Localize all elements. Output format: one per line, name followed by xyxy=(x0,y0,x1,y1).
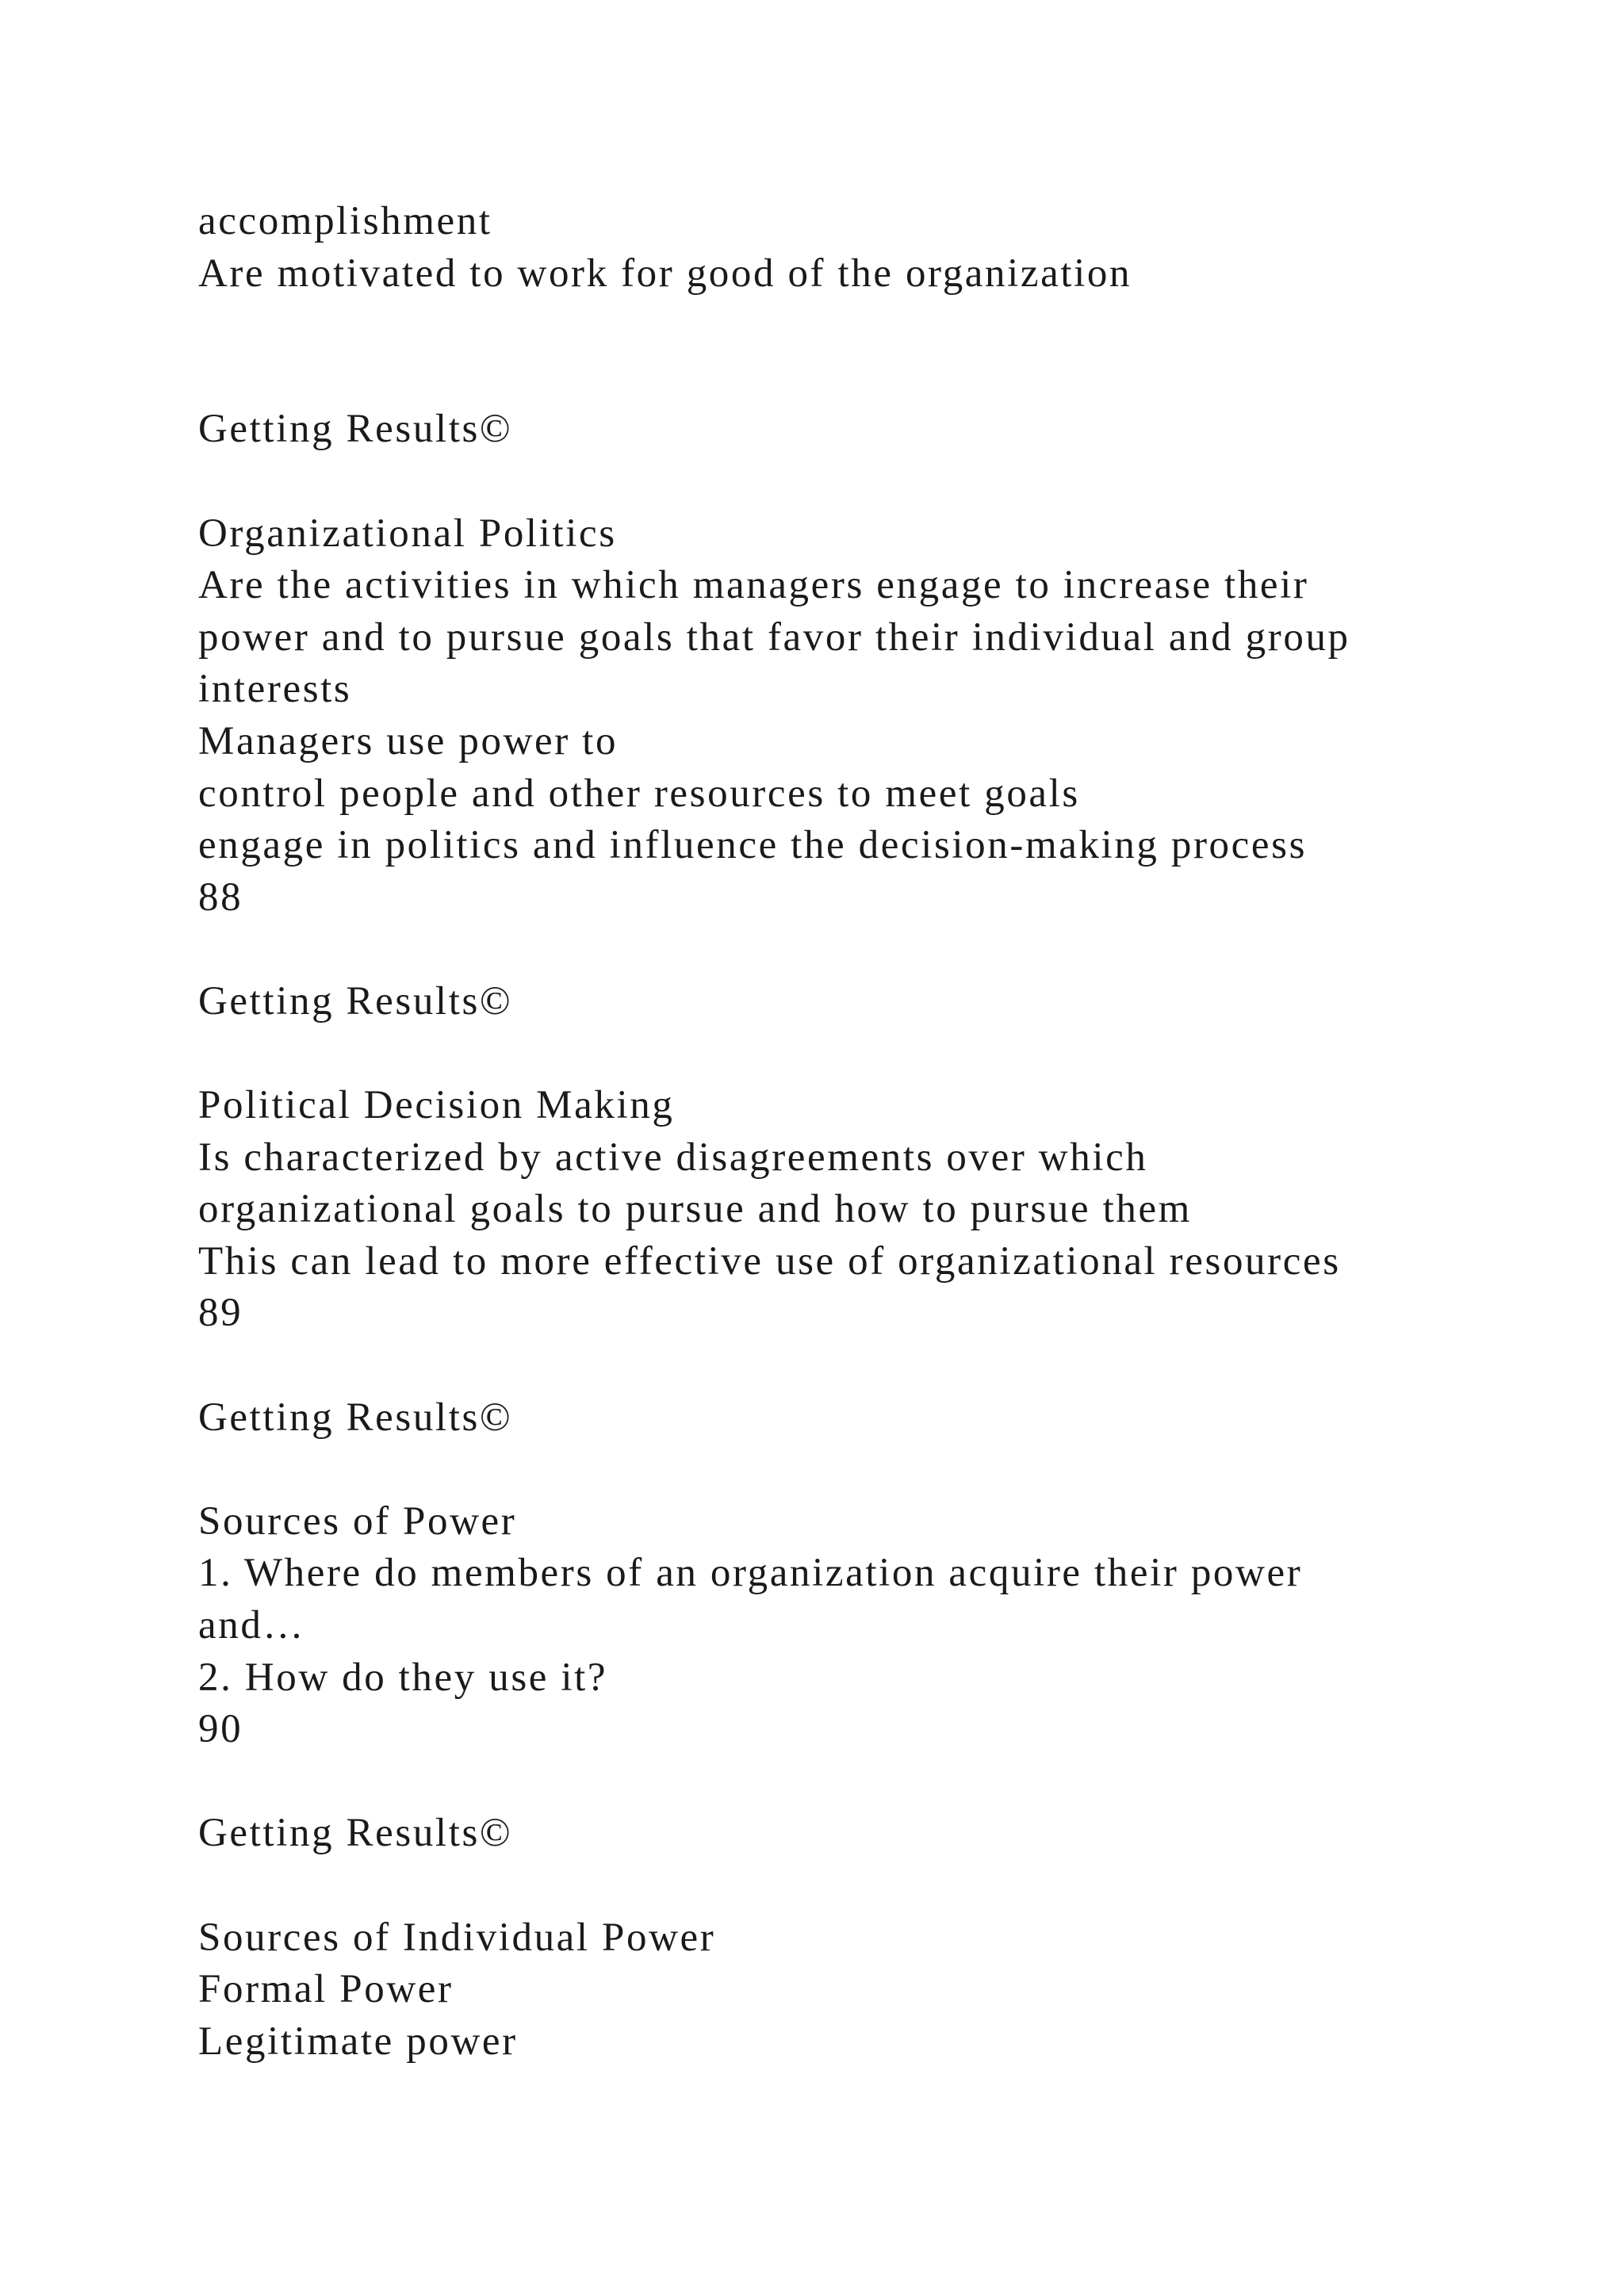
text-line: accomplishment xyxy=(198,199,492,243)
text-line: organizational goals to pursue and how to pursue them xyxy=(198,1187,1192,1232)
text-line: Managers use power to xyxy=(198,718,619,763)
blank-line xyxy=(198,352,1546,404)
text-line: Legitimate power xyxy=(198,2019,518,2064)
text-line: Is characterized by active disagreements over which xyxy=(198,1135,1148,1180)
blank-line xyxy=(198,1860,1546,1912)
text-line: 1. Where do members of an organization acquire their power xyxy=(198,1551,1303,1596)
text-line: Formal Power xyxy=(198,1967,454,2012)
footer-heading: Getting Results© xyxy=(198,1395,513,1440)
text-line: Are the activities in which managers engage to increase their xyxy=(198,563,1309,608)
blank-line xyxy=(198,1340,1546,1392)
text-line: 2. How do they use it? xyxy=(198,1655,608,1700)
section-heading: Political Decision Making xyxy=(198,1083,675,1128)
text-line: power and to pursue goals that favor their individual and group xyxy=(198,614,1350,660)
text-line: control people and other resources to meet goals xyxy=(198,771,1080,816)
blank-line xyxy=(198,300,1546,352)
footer-heading: Getting Results© xyxy=(198,978,513,1024)
text-line: and… xyxy=(198,1603,306,1648)
footer-heading: Getting Results© xyxy=(198,1811,513,1856)
page-number: 89 xyxy=(198,1291,243,1336)
section-heading: Organizational Politics xyxy=(198,511,617,556)
page-number: 88 xyxy=(198,874,243,920)
text-line: engage in politics and influence the decision-making process xyxy=(198,823,1308,868)
text-line: This can lead to more effective use of organizational resources xyxy=(198,1238,1341,1284)
blank-line xyxy=(198,924,1546,976)
footer-heading: Getting Results© xyxy=(198,407,513,452)
blank-line xyxy=(198,1444,1546,1496)
blank-line xyxy=(198,1028,1546,1081)
document-text xyxy=(198,196,1546,2068)
blank-line xyxy=(198,456,1546,508)
text-line: interests xyxy=(198,667,352,712)
blank-line xyxy=(198,1756,1546,1808)
text-line: Are motivated to work for good of the organization xyxy=(198,251,1132,296)
section-heading: Sources of Individual Power xyxy=(198,1915,716,1960)
page-number: 90 xyxy=(198,1707,243,1752)
section-heading: Sources of Power xyxy=(198,1498,517,1544)
